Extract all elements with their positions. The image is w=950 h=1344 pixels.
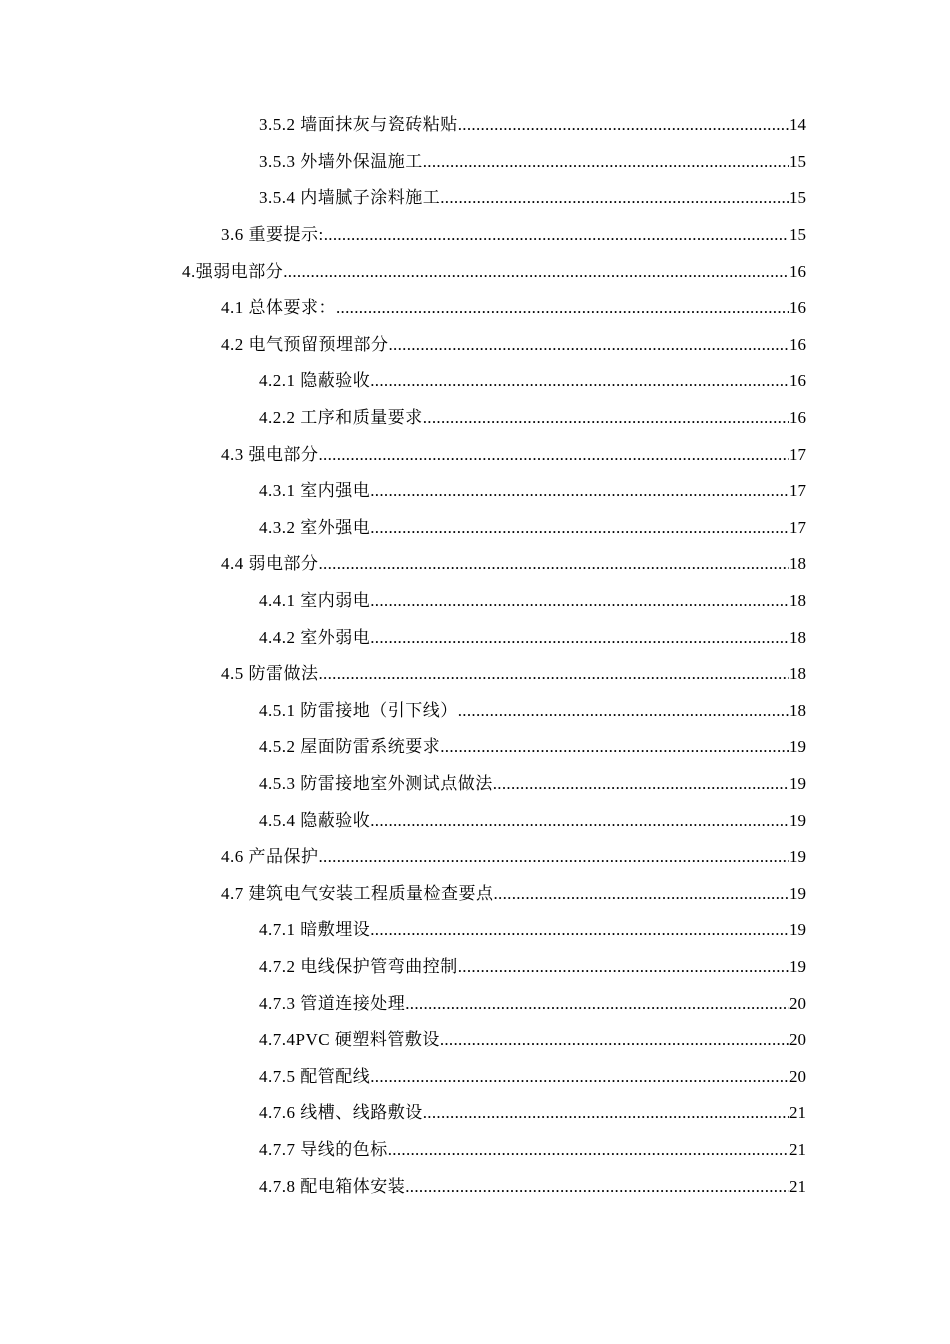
toc-entry-title: 4.3 强电部分 (221, 444, 319, 464)
toc-entry[interactable] (0, 1058, 950, 1095)
toc-entry[interactable] (0, 327, 950, 364)
toc-entry[interactable] (0, 546, 950, 583)
toc-entry-title: 4.7.1 暗敷埋设 (259, 920, 371, 940)
toc-entry-page-number: 18 (789, 664, 806, 684)
toc-dot-leader (370, 811, 789, 831)
toc-dot-leader (370, 920, 789, 940)
toc-entry-line (259, 591, 950, 611)
toc-entry-page-number: 14 (789, 115, 806, 135)
toc-entry-line (221, 554, 950, 574)
toc-entry-line (259, 774, 950, 794)
toc-entry-title: 3.5.3 外墙外保温施工 (259, 151, 423, 171)
toc-entry-page-number: 15 (789, 188, 806, 208)
toc-dot-leader (423, 152, 789, 172)
toc-entry-page-number: 16 (789, 371, 806, 391)
toc-entry-page-number: 16 (789, 408, 806, 428)
toc-entry[interactable] (0, 912, 950, 949)
toc-entry-title: 4.7.2 电线保护管弯曲控制 (259, 956, 458, 976)
toc-entry-line (259, 811, 950, 831)
toc-dot-leader (389, 335, 790, 355)
toc-entry-page-number: 16 (789, 261, 806, 281)
toc-entry-page-number: 19 (789, 773, 806, 793)
toc-entry-line (259, 371, 950, 391)
toc-entry-page-number: 19 (789, 847, 806, 867)
toc-entry-line (259, 518, 950, 538)
toc-entry-title: 4.4.1 室内弱电 (259, 591, 371, 611)
toc-dot-leader (440, 1030, 789, 1050)
toc-entry-page-number: 19 (789, 920, 806, 940)
toc-dot-leader (370, 371, 789, 391)
toc-entry-line (259, 481, 950, 501)
toc-entry-line (259, 115, 950, 135)
toc-dot-leader (423, 1103, 789, 1123)
toc-entry-line (259, 920, 950, 940)
toc-dot-leader (458, 115, 789, 135)
toc-dot-leader (423, 408, 789, 428)
toc-dot-leader (319, 554, 790, 574)
toc-entry[interactable] (0, 400, 950, 437)
toc-entry-page-number: 20 (789, 993, 806, 1013)
toc-entry-page-number: 17 (789, 444, 806, 464)
table-of-contents (0, 107, 950, 1205)
toc-entry-page-number: 19 (789, 810, 806, 830)
toc-dot-leader (405, 994, 789, 1014)
toc-entry-line (182, 262, 950, 282)
toc-entry[interactable] (0, 839, 950, 876)
toc-entry[interactable] (0, 1022, 950, 1059)
toc-entry-page-number: 16 (789, 334, 806, 354)
toc-entry[interactable] (0, 802, 950, 839)
toc-entry-page-number: 19 (789, 737, 806, 757)
toc-entry-page-number: 20 (789, 1030, 806, 1050)
toc-entry[interactable] (0, 949, 950, 986)
toc-dot-leader (283, 262, 789, 282)
toc-entry-line (259, 408, 950, 428)
toc-entry-title: 4.2 电气预留预埋部分 (221, 334, 389, 354)
toc-entry-title: 4.7 建筑电气安装工程质量检查要点 (221, 883, 494, 903)
toc-entry-line (259, 1067, 950, 1087)
toc-entry-line (221, 298, 950, 318)
toc-dot-leader (440, 188, 789, 208)
toc-dot-leader (319, 664, 790, 684)
toc-entry-title: 4.1 总体要求： (221, 298, 336, 318)
toc-entry-title: 4.7.4PVC 硬塑料管敷设 (259, 1030, 440, 1050)
toc-entry-page-number: 18 (789, 700, 806, 720)
toc-entry[interactable] (0, 144, 950, 181)
toc-entry-page-number: 18 (789, 554, 806, 574)
toc-entry-title: 4.2.2 工序和质量要求 (259, 408, 423, 428)
toc-entry-line (221, 664, 950, 684)
toc-entry-line (259, 1177, 950, 1197)
toc-entry-title: 4.5 防雷做法 (221, 664, 319, 684)
toc-entry-line (259, 1030, 950, 1050)
toc-entry-page-number: 18 (789, 591, 806, 611)
toc-entry-title: 4.7.6 线槽、线路敷设 (259, 1103, 423, 1123)
toc-entry-line (259, 701, 950, 721)
toc-entry[interactable] (0, 656, 950, 693)
toc-entry[interactable] (0, 619, 950, 656)
toc-entry-line (259, 737, 950, 757)
toc-entry-title: 4.强弱电部分 (182, 261, 284, 281)
toc-entry-title: 4.7.5 配管配线 (259, 1066, 371, 1086)
toc-entry[interactable] (0, 473, 950, 510)
toc-entry-title: 4.6 产品保护 (221, 847, 319, 867)
toc-entry-page-number: 21 (789, 1176, 806, 1196)
toc-entry-line (221, 847, 950, 867)
toc-entry-title: 4.7.7 导线的色标 (259, 1139, 388, 1159)
toc-dot-leader (370, 628, 789, 648)
toc-dot-leader (370, 481, 789, 501)
toc-entry-line (259, 152, 950, 172)
toc-dot-leader (324, 225, 789, 245)
toc-dot-leader (370, 518, 789, 538)
toc-entry-title: 4.5.2 屋面防雷系统要求 (259, 737, 441, 757)
toc-dot-leader (319, 847, 790, 867)
toc-entry-page-number: 16 (789, 298, 806, 318)
toc-dot-leader (370, 1067, 789, 1087)
toc-entry[interactable] (0, 985, 950, 1022)
toc-entry-title: 4.3.1 室内强电 (259, 481, 371, 501)
toc-dot-leader (336, 298, 789, 318)
toc-entry[interactable] (0, 107, 950, 144)
toc-dot-leader (494, 884, 790, 904)
toc-entry-page-number: 19 (789, 883, 806, 903)
toc-entry[interactable] (0, 766, 950, 803)
toc-entry-title: 4.7.8 配电箱体安装 (259, 1176, 406, 1196)
toc-dot-leader (458, 701, 789, 721)
toc-entry-line (221, 225, 950, 245)
toc-entry[interactable] (0, 217, 950, 254)
toc-entry-title: 4.5.1 防雷接地（引下线） (259, 700, 458, 720)
toc-entry[interactable] (0, 583, 950, 620)
toc-dot-leader (493, 774, 789, 794)
toc-dot-leader (370, 591, 789, 611)
toc-entry-page-number: 20 (789, 1066, 806, 1086)
toc-entry-title: 4.4 弱电部分 (221, 554, 319, 574)
toc-entry-title: 3.5.2 墙面抹灰与瓷砖粘贴 (259, 115, 458, 135)
toc-entry-line (259, 1103, 950, 1123)
toc-entry-line (221, 335, 950, 355)
toc-entry[interactable] (0, 1168, 950, 1205)
toc-dot-leader (458, 957, 789, 977)
toc-entry-page-number: 21 (789, 1139, 806, 1159)
toc-entry-title: 4.5.4 隐蔽验收 (259, 810, 371, 830)
toc-entry-title: 4.2.1 隐蔽验收 (259, 371, 371, 391)
toc-dot-leader (405, 1177, 789, 1197)
toc-entry-title: 3.6 重要提示: (221, 225, 324, 245)
toc-entry[interactable] (0, 363, 950, 400)
toc-entry[interactable] (0, 1095, 950, 1132)
toc-entry-title: 4.7.3 管道连接处理 (259, 993, 406, 1013)
toc-entry[interactable] (0, 510, 950, 547)
toc-entry-page-number: 15 (789, 225, 806, 245)
toc-entry-line (221, 445, 950, 465)
toc-entry-line (259, 1140, 950, 1160)
toc-entry-title: 4.5.3 防雷接地室外测试点做法 (259, 773, 493, 793)
toc-entry-line (259, 957, 950, 977)
toc-entry[interactable] (0, 693, 950, 730)
toc-entry-page-number: 18 (789, 627, 806, 647)
toc-entry-title: 3.5.4 内墙腻子涂料施工 (259, 188, 441, 208)
toc-entry[interactable] (0, 729, 950, 766)
toc-entry[interactable] (0, 875, 950, 912)
toc-entry-line (259, 628, 950, 648)
toc-entry-page-number: 15 (789, 151, 806, 171)
toc-entry-title: 4.4.2 室外弱电 (259, 627, 371, 647)
toc-dot-leader (319, 445, 790, 465)
toc-entry-page-number: 17 (789, 481, 806, 501)
toc-dot-leader (388, 1140, 789, 1160)
toc-entry[interactable] (0, 253, 950, 290)
toc-entry[interactable] (0, 290, 950, 327)
toc-entry-line (259, 188, 950, 208)
toc-entry-page-number: 21 (789, 1103, 806, 1123)
toc-entry[interactable] (0, 1132, 950, 1169)
toc-entry[interactable] (0, 436, 950, 473)
toc-entry-title: 4.3.2 室外强电 (259, 517, 371, 537)
toc-entry-line (259, 994, 950, 1014)
toc-entry[interactable] (0, 180, 950, 217)
toc-entry-line (221, 884, 950, 904)
toc-dot-leader (440, 737, 789, 757)
toc-entry-page-number: 19 (789, 956, 806, 976)
toc-entry-page-number: 17 (789, 517, 806, 537)
